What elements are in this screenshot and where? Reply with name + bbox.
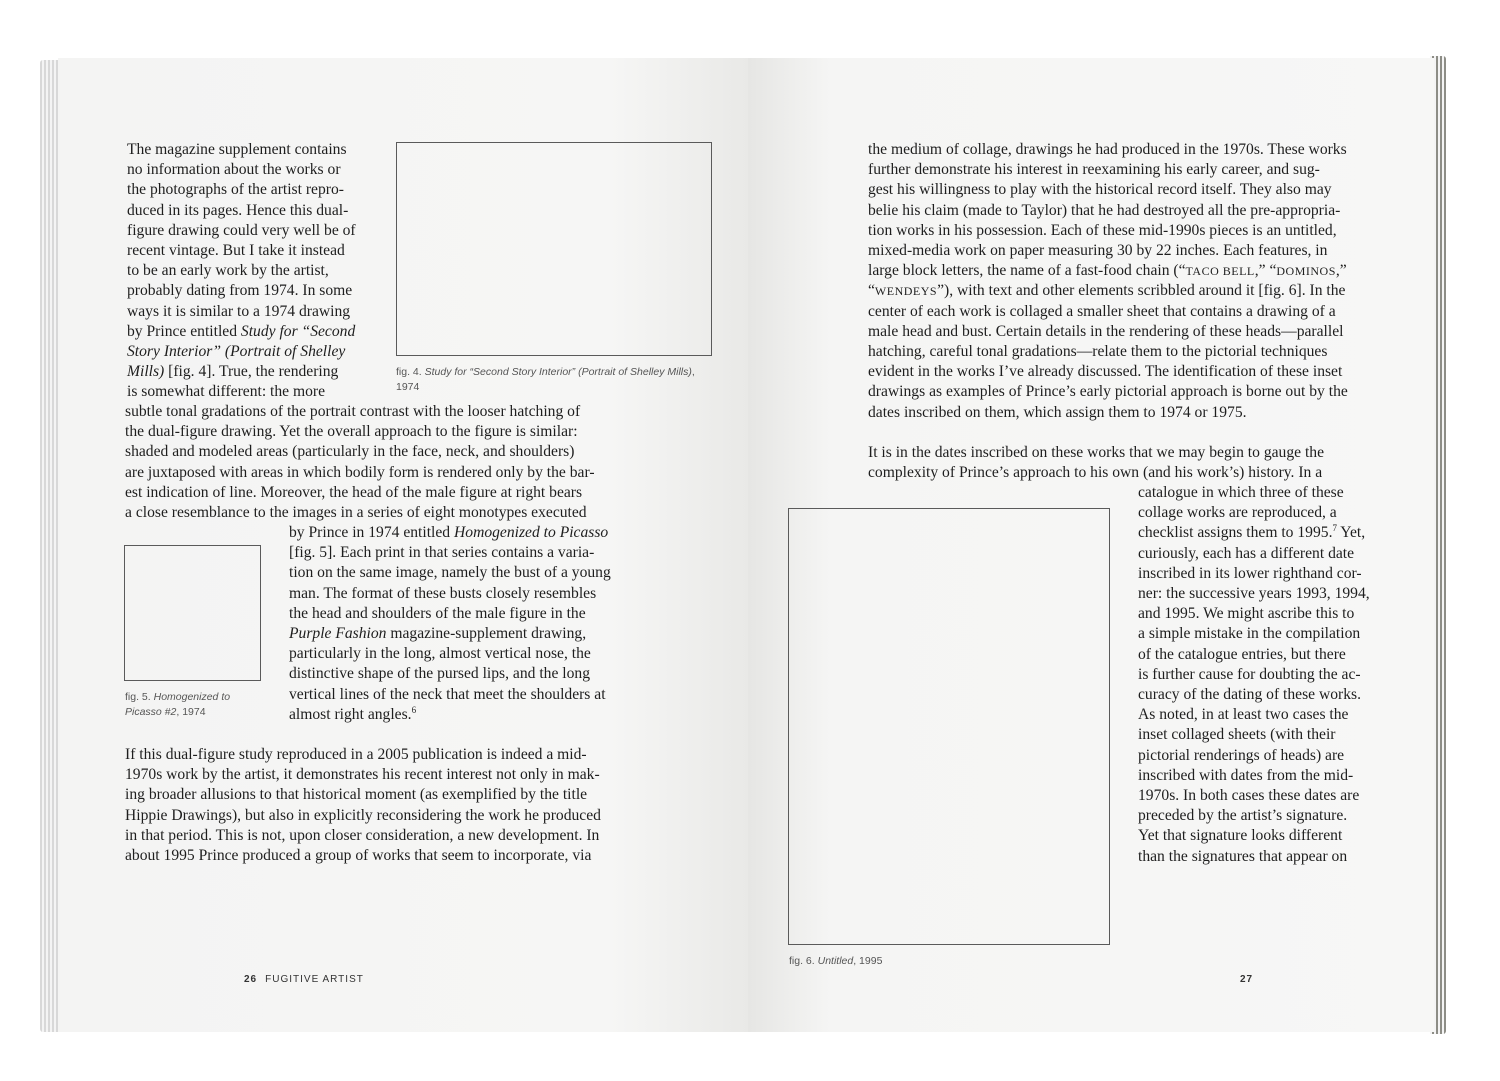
text-line: probably dating from 1974. In some <box>127 282 353 300</box>
text-line: is further cause for doubting the ac- <box>1138 665 1361 683</box>
text-line: male head and bust. Certain details in the rendering of these heads—parallel <box>868 322 1344 340</box>
text-line: mixed-media work on paper measuring 30 by 22 inches. Each features, in <box>868 242 1328 260</box>
text-line: preceded by the artist’s signature. <box>1138 807 1348 825</box>
text-line: The magazine supplement contains <box>127 141 347 158</box>
text-span: [fig. 4]. True, the rendering <box>164 363 339 381</box>
text-span: ”), with text and other elements scribbled around it [fig. 6]. In the <box>937 282 1346 300</box>
text-line: curiously, each has a different date <box>1138 544 1355 562</box>
text-line <box>127 362 367 382</box>
text-line: [fig. 5]. Each print in that series contains a varia- <box>289 544 595 562</box>
text-line: inset collaged sheets (with their <box>1138 726 1336 744</box>
artwork-title: Mills) <box>127 363 165 381</box>
text-line: is somewhat different: the more <box>127 383 326 401</box>
left-folio <box>244 974 364 985</box>
caption-label: fig. 6. <box>789 955 818 967</box>
text-line: subtle tonal gradations of the portrait contrast with the looser hatching of <box>125 403 581 420</box>
artwork-title: Homogenized to Picasso <box>454 524 609 541</box>
text-line: belie his claim (made to Taylor) that he had destroyed all the pre-appropria- <box>868 201 1341 219</box>
footnote-marker: 6 <box>411 704 417 715</box>
text-line: than the signatures that appear on <box>1138 847 1348 865</box>
text-line: hatching, careful tonal gradations—relate them to the pictorial techniques <box>868 343 1328 361</box>
left-full-width-text-1 <box>125 402 630 523</box>
text-line: the head and shoulders of the male figure in the <box>289 604 586 622</box>
text-line: complexity of Prince’s approach to his own (and his work’s) history. In a <box>868 464 1323 482</box>
text-line: As noted, in at least two cases the <box>1138 706 1349 724</box>
text-span: “ <box>868 282 875 300</box>
text-span: magazine-supplement drawing, <box>386 625 587 643</box>
magazine-title: Purple Fashion <box>289 625 387 643</box>
text-line: Yet that signature looks different <box>1138 827 1343 845</box>
text-line <box>289 624 629 644</box>
right-full-width-text-1 <box>868 140 1370 423</box>
fig5-caption <box>125 690 275 720</box>
text-span: ,” <box>1335 262 1347 280</box>
text-line: ing broader allusions to that historical moment (as exemplified by the title <box>125 786 588 804</box>
text-line: recent vintage. But I take it instead <box>127 242 345 260</box>
fig4-image-placeholder <box>396 142 712 356</box>
text-span: by Prince entitled <box>127 322 241 340</box>
text-span: by Prince in 1974 entitled <box>289 524 455 541</box>
caption-line <box>125 705 275 720</box>
text-line: inscribed with dates from the mid- <box>1138 766 1354 784</box>
text-line: vertical lines of the neck that meet the shoulders at <box>289 685 606 703</box>
caption-title: Homogenized to <box>153 691 231 703</box>
text-span: checklist assigns them to 1995. <box>1138 524 1333 542</box>
page-number: 27 <box>1240 974 1254 985</box>
text-line: figure drawing could very well be of <box>127 221 356 239</box>
running-head: FUGITIVE ARTIST <box>265 974 364 985</box>
text-line: no information about the works or <box>127 161 341 179</box>
text-line: distinctive shape of the pursed lips, and the long <box>289 665 590 683</box>
caption-date: , 1974 <box>176 706 206 718</box>
text-line <box>868 261 1370 281</box>
fig6-image-placeholder <box>788 508 1110 945</box>
caption-date: , 1974 <box>396 366 695 393</box>
text-line: the medium of collage, drawings he had produced in the 1970s. These works <box>868 141 1347 158</box>
text-line: dates inscribed on them, which assign them to 1974 or 1975. <box>868 403 1247 421</box>
text-line: man. The format of these busts closely resembles <box>289 584 597 602</box>
text-line: est indication of line. Moreover, the head of the male figure at right bears <box>125 483 583 501</box>
text-line: the photographs of the artist repro- <box>127 181 344 199</box>
caption-title: Picasso #2 <box>125 706 177 718</box>
brand-name: WENDEYS <box>874 284 938 299</box>
text-line: 1970s work by the artist, it demonstrates his recent interest not only in mak- <box>125 766 600 784</box>
text-line: shaded and modeled areas (particularly in the face, neck, and shoulders) <box>125 443 575 461</box>
footnote-marker: 7 <box>1332 523 1337 534</box>
caption-label: fig. 5. <box>125 691 154 703</box>
text-line <box>289 523 629 543</box>
caption-line <box>125 690 275 705</box>
text-line: pictorial renderings of heads) are <box>1138 746 1345 764</box>
text-line: curacy of the dating of these works. <box>1138 686 1362 704</box>
text-span: ,” “ <box>1254 262 1277 280</box>
right-narrow-column-text <box>1138 483 1370 867</box>
text-line: and 1995. We might ascribe this to <box>1138 605 1355 623</box>
caption-title: Untitled <box>817 955 854 967</box>
text-line <box>289 705 629 725</box>
fig4-caption <box>396 365 716 395</box>
text-line: particularly in the long, almost vertical nose, the <box>289 645 591 663</box>
text-line: It is in the dates inscribed on these works that we may begin to gauge the <box>868 444 1325 461</box>
artwork-title: Study for “Second <box>240 322 356 340</box>
text-line: the dual-figure drawing. Yet the overall approach to the figure is similar: <box>125 423 578 441</box>
caption-date: , 1995 <box>853 955 883 967</box>
brand-name: DOMINOS <box>1276 264 1336 279</box>
text-span: large block letters, the name of a fast-food chain (“ <box>868 262 1186 280</box>
text-span: almost right angles. <box>289 705 412 723</box>
text-line: evident in the works I’ve already discussed. The identification of these inset <box>868 363 1343 381</box>
caption-title: Study for “Second Story Interior” (Portrait of Shelley Mills) <box>424 366 692 378</box>
text-line <box>127 322 367 342</box>
text-line: center of each work is collaged a smaller sheet that contains a drawing of a <box>868 302 1336 320</box>
text-line <box>127 342 367 362</box>
right-folio <box>1240 974 1261 985</box>
left-full-width-text-2 <box>125 745 630 866</box>
text-line: tion works in his possession. Each of these mid-1990s pieces is an untitled, <box>868 221 1337 239</box>
text-line: catalogue in which three of these <box>1138 484 1344 501</box>
text-line <box>868 281 1370 301</box>
text-span: Yet, <box>1336 524 1366 542</box>
text-line: about 1995 Prince produced a group of works that seem to incorporate, via <box>125 847 592 865</box>
text-line: are juxtaposed with areas in which bodily form is rendered only by the bar- <box>125 463 595 481</box>
page-number: 26 <box>244 974 258 985</box>
text-line: ways it is similar to a 1974 drawing <box>127 302 351 320</box>
text-line: duced in its pages. Hence this dual- <box>127 201 349 219</box>
text-line: drawings as examples of Prince’s early pictorial approach is borne out by the <box>868 383 1348 401</box>
text-line <box>1138 523 1370 543</box>
left-column-text <box>127 140 367 403</box>
text-line: collage works are reproduced, a <box>1138 504 1337 522</box>
left-indented-column-text <box>289 523 629 725</box>
caption-label: fig. 4. <box>396 366 425 378</box>
text-line: further demonstrate his interest in reexamining his early career, and sug- <box>868 161 1320 179</box>
text-line: in that period. This is not, upon closer consideration, a new development. In <box>125 826 600 844</box>
artwork-title: Story Interior” (Portrait of Shelley <box>127 343 346 361</box>
text-line: of the catalogue entries, but there <box>1138 645 1346 663</box>
text-line: If this dual-figure study reproduced in a 2005 publication is indeed a mid- <box>125 746 587 763</box>
fig6-caption <box>789 954 989 969</box>
fig5-image-placeholder <box>124 545 261 681</box>
text-line: Hippie Drawings), but also in explicitly reconsidering the work he produced <box>125 806 601 824</box>
right-full-width-text-2 <box>868 443 1370 483</box>
text-line: a close resemblance to the images in a series of eight monotypes executed <box>125 504 587 522</box>
text-line: to be an early work by the artist, <box>127 262 329 280</box>
text-line: inscribed in its lower righthand cor- <box>1138 564 1362 582</box>
brand-name: TACO BELL <box>1185 264 1255 279</box>
text-line: a simple mistake in the compilation <box>1138 625 1361 643</box>
text-line: 1970s. In both cases these dates are <box>1138 787 1360 805</box>
text-line: tion on the same image, namely the bust of a young <box>289 564 611 582</box>
text-line: gest his willingness to play with the historical record itself. They also may <box>868 181 1332 199</box>
text-line: ner: the successive years 1993, 1994, <box>1138 585 1370 603</box>
